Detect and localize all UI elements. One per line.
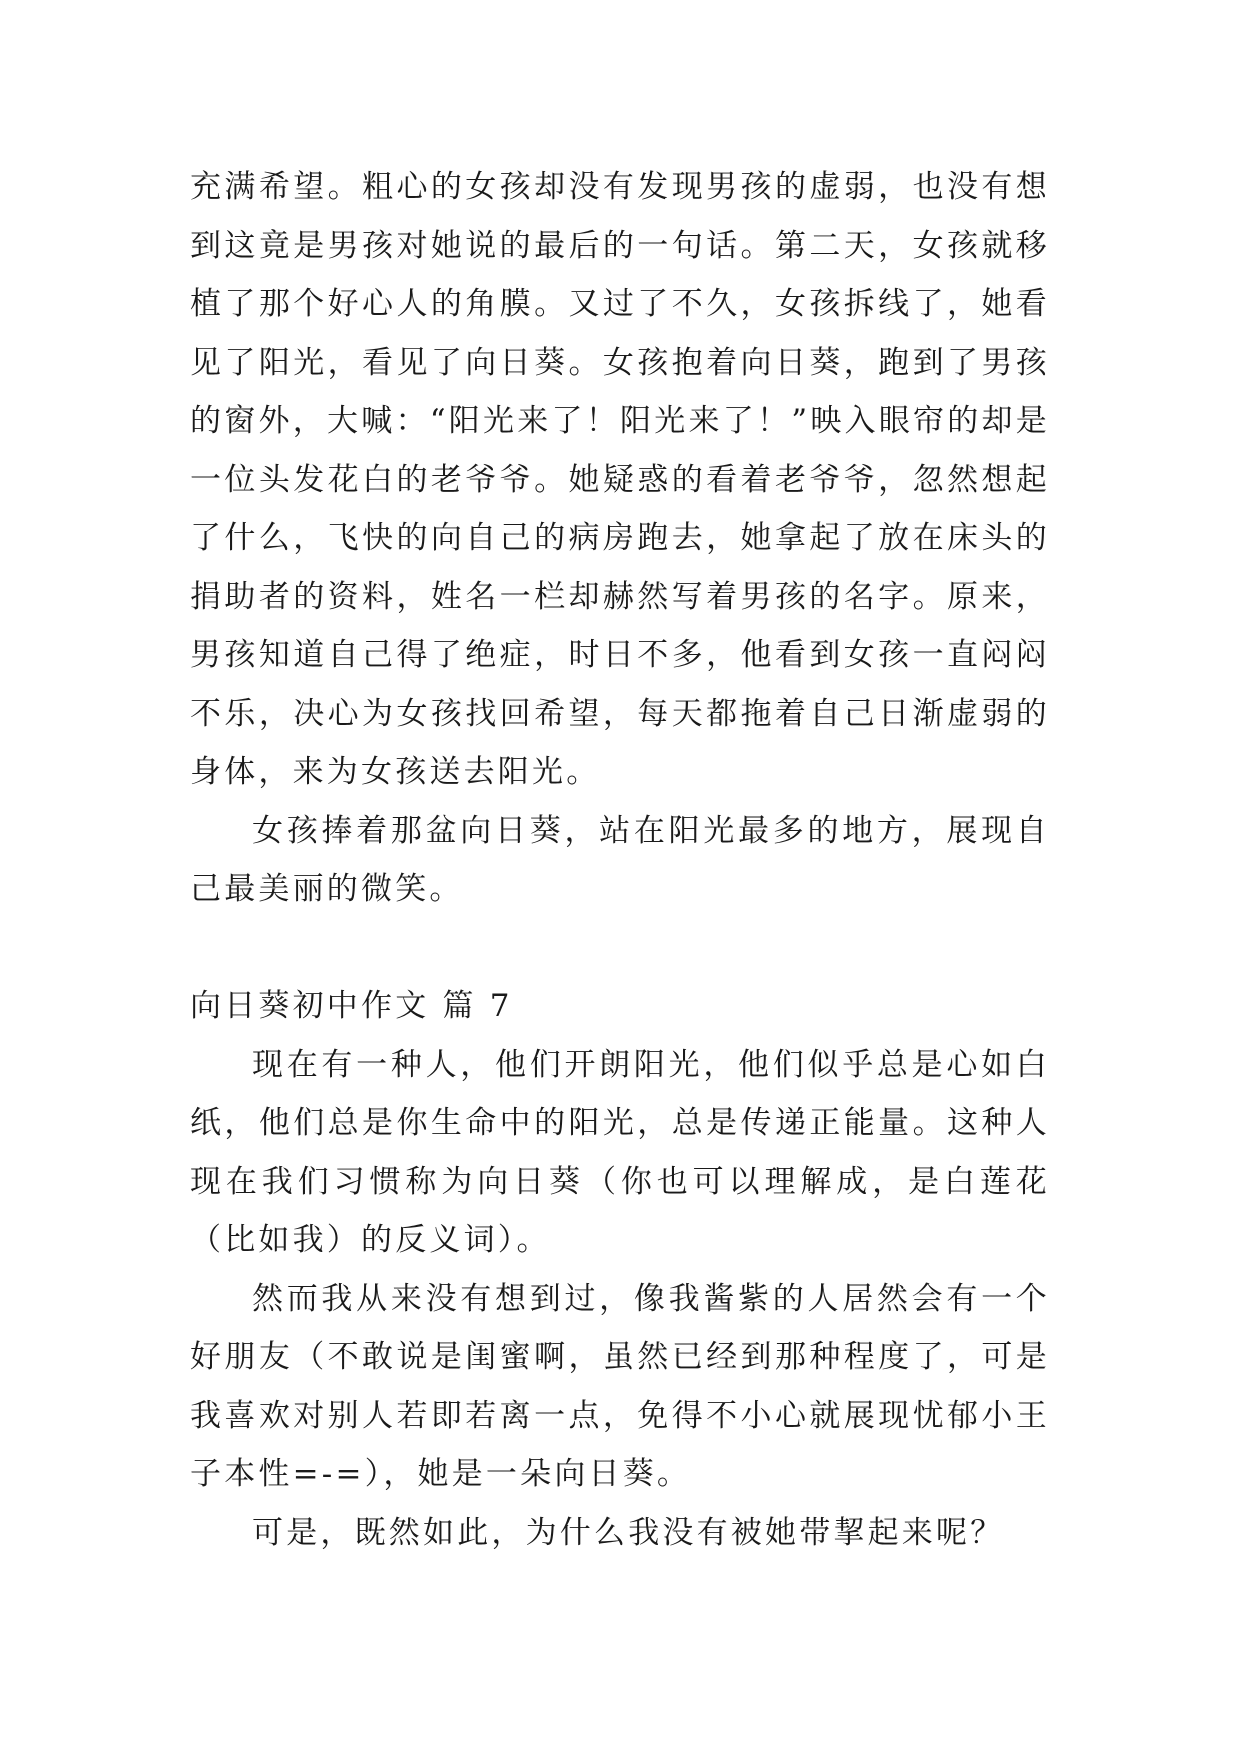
paragraph-3: 现在有一种人，他们开朗阳光，他们似乎总是心如白纸，他们总是你生命中的阳光，总是传递正能量。这种人现在我们习惯称为向日葵（你也可以理解成，是白莲花（比如我）的反义词）。 xyxy=(190,1046,1050,1258)
paragraph-2: 女孩捧着那盆向日葵，站在阳光最多的地方，展现自己最美丽的微笑。 xyxy=(190,812,1050,907)
paragraph-1: 充满希望。粗心的女孩却没有发现男孩的虚弱，也没有想到这竟是男孩对她说的最后的一句话。第二天，女孩就移植了那个好心人的角膜。又过了不久，女孩拆线了，她看见了阳光，看见了向日葵。女孩抱着向日葵，跑到了男孩的窗外，大喊：“阳光来了！阳光来了！”映入眼帘的却是一位头发花白的老爷爷。她疑惑的看着老爷爷，忽然想起了什么，飞快的向自己的病房跑去，她拿起了放在床头的捐助者的资料，姓名一栏却赫然写着男孩的名字。原来，男孩知道自己得了绝症，时日不多，他看到女孩一直闷闷不乐，决心为女孩找回希望，每天都拖着自己日渐虚弱的身体，来为女孩送去阳光。 xyxy=(190,169,1050,790)
paragraph-5: 可是，既然如此，为什么我没有被她带挈起来呢？ xyxy=(252,1514,1005,1551)
section-title: 向日葵初中作文 篇 7 xyxy=(190,988,513,1024)
document-body xyxy=(190,158,1050,1562)
paragraph-4: 然而我从来没有想到过，像我酱紫的人居然会有一个好朋友（不敢说是闺蜜啊，虽然已经到那种程度了，可是我喜欢对别人若即若离一点，免得不小心就展现忧郁小王子本性=-=），她是一朵向日葵。 xyxy=(190,1280,1050,1492)
